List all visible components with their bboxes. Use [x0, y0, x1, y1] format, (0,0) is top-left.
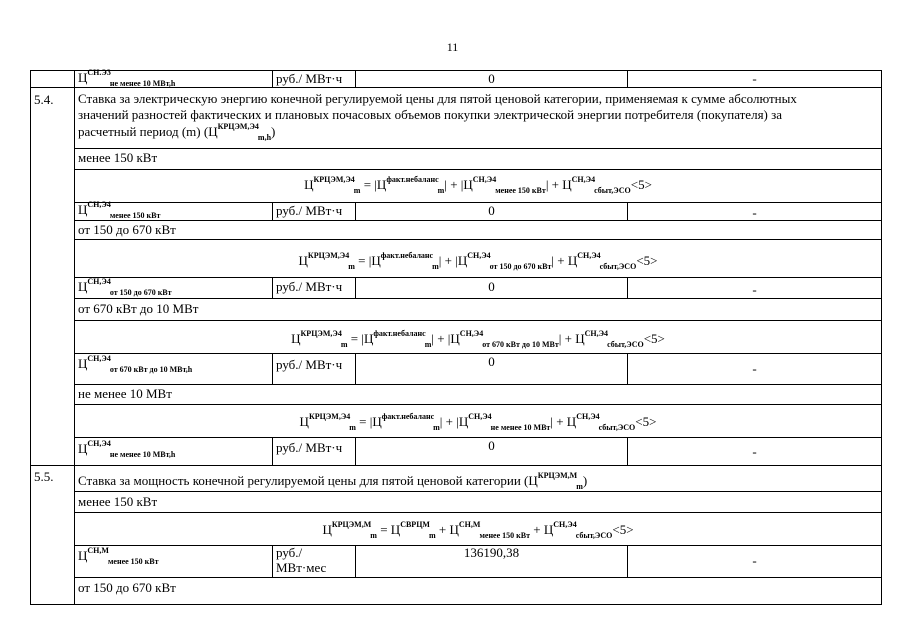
unit-cell: руб./ МВт·ч	[276, 71, 343, 86]
formula: $Ц^{КРЦЭМ,Э4}_m = |Ц^{факт.небаланс}_m| + |Ц^{СН,Э4}_{от 670 кВт до 10 МВт}| + Ц^{СН,Э4}_{сбыт,ЭСО}<5>$	[291, 329, 665, 349]
range-label: не менее 10 МВт	[78, 386, 172, 401]
unit-cell: руб./ МВт·ч	[276, 279, 343, 294]
tariff-symbol: $Ц^{СН,Э4}_{менее 150 кВт}$	[78, 200, 161, 220]
row-line	[74, 491, 882, 492]
dash-cell: -	[752, 71, 757, 86]
row-line	[74, 148, 882, 149]
tariff-symbol: $Ц^{СН,М}_{менее 150 кВт}$	[78, 546, 159, 566]
dash-cell: -	[752, 205, 757, 220]
section-title-line: значений разностей фактических и плановых почасовых объемов покупки электрической энергии потребителя (покупателя) за	[78, 107, 783, 122]
row-line	[74, 277, 882, 278]
value-cell: 0	[488, 279, 495, 294]
value-cell: 136190,38	[463, 545, 520, 560]
tariff-symbol: $Ц^{СН,Э4}_{не менее 10 МВт,h}$	[78, 439, 176, 459]
col-divider	[272, 70, 273, 87]
col-divider	[272, 277, 273, 298]
formula: $Ц^{КРЦЭМ,Э4}_m = |Ц^{факт.небаланс}_m| + |Ц^{СН,Э4}_{от 150 до 670 кВт}| + Ц^{СН,Э4}_{сбыт,ЭСО}<5>$	[298, 251, 658, 271]
formula: $Ц^{КРЦЭМ,Э4}_m = |Ц^{факт.небаланс}_m| + |Ц^{СН,Э4}_{менее 150 кВт}| + Ц^{СН,Э4}_{сбыт,ЭСО}<5>$	[304, 175, 652, 195]
unit-line: руб./	[276, 545, 303, 560]
value-cell: 0	[488, 438, 495, 453]
range-label: от 150 до 670 кВт	[78, 580, 176, 595]
dash-cell: -	[752, 282, 757, 297]
tariff-symbol: $Ц^{СН.Э3}_{не менее 10 МВт,h}$	[78, 68, 176, 88]
range-label: от 150 до 670 кВт	[78, 222, 176, 237]
unit-cell: руб./ МВт·ч	[276, 440, 343, 455]
page-number: 11	[446, 40, 459, 54]
formula: $Ц^{КРЦЭМ,М}_m = Ц^{СВРЦМ}_m + Ц^{СН,М}_{менее 150 кВт} + Ц^{СН,Э4}_{сбыт,ЭСО}<5>$	[322, 520, 634, 540]
range-label: от 670 кВт до 10 МВт	[78, 301, 199, 316]
col-divider	[272, 437, 273, 465]
value-cell: 0	[488, 203, 495, 218]
section-number: 5.5.	[34, 469, 54, 484]
section-number: 5.4.	[34, 92, 54, 107]
col-divider	[272, 545, 273, 577]
row-line	[74, 169, 882, 170]
tariff-symbol: $Ц^{СН,Э4}_{от 670 кВт до 10 МВт,h}$	[78, 354, 193, 374]
unit-line: МВт·мес	[276, 560, 327, 575]
row-line	[30, 465, 882, 466]
tariff-table	[30, 70, 882, 605]
col-divider	[272, 353, 273, 384]
unit-cell	[276, 545, 326, 575]
table-border-left	[30, 70, 31, 605]
value-cell: 0	[488, 354, 495, 369]
row-line	[74, 384, 882, 385]
tariff-symbol: $Ц^{СН,Э4}_{от 150 до 670 кВт}$	[78, 277, 172, 297]
unit-cell: руб./ МВт·ч	[276, 203, 343, 218]
section-title-line: расчетный период (m) $(Ц^{КРЦЭМ,Э4}_{m,h})$	[78, 122, 276, 142]
dash-cell: -	[752, 444, 757, 459]
section-title	[78, 91, 878, 142]
section-title: Ставка за мощность конечной регулируемой цены для пятой ценовой категории $(Ц^{КРЦЭМ,М}_m)$	[78, 471, 588, 491]
row-line	[74, 239, 882, 240]
dash-cell: -	[752, 361, 757, 376]
dash-cell: -	[752, 553, 757, 568]
row-line	[74, 577, 882, 578]
unit-cell: руб./ МВт·ч	[276, 357, 343, 372]
row-line	[74, 320, 882, 321]
row-line	[74, 404, 882, 405]
col-divider	[272, 202, 273, 220]
row-line	[74, 298, 882, 299]
row-line	[74, 512, 882, 513]
formula: $Ц^{КРЦЭМ,Э4}_m = |Ц^{факт.небаланс}_m| + |Ц^{СН,Э4}_{не менее 10 МВт}| + Ц^{СН,Э4}_{сбыт,ЭСО}<5>$	[299, 412, 657, 432]
section-title-line: Ставка за электрическую энергию конечной регулируемой цены для пятой ценовой категории, применяемая к сумме абсолютных	[78, 91, 797, 106]
range-label: менее 150 кВт	[78, 150, 158, 165]
range-label: менее 150 кВт	[78, 494, 158, 509]
value-cell: 0	[488, 71, 495, 86]
row-line	[30, 604, 882, 605]
